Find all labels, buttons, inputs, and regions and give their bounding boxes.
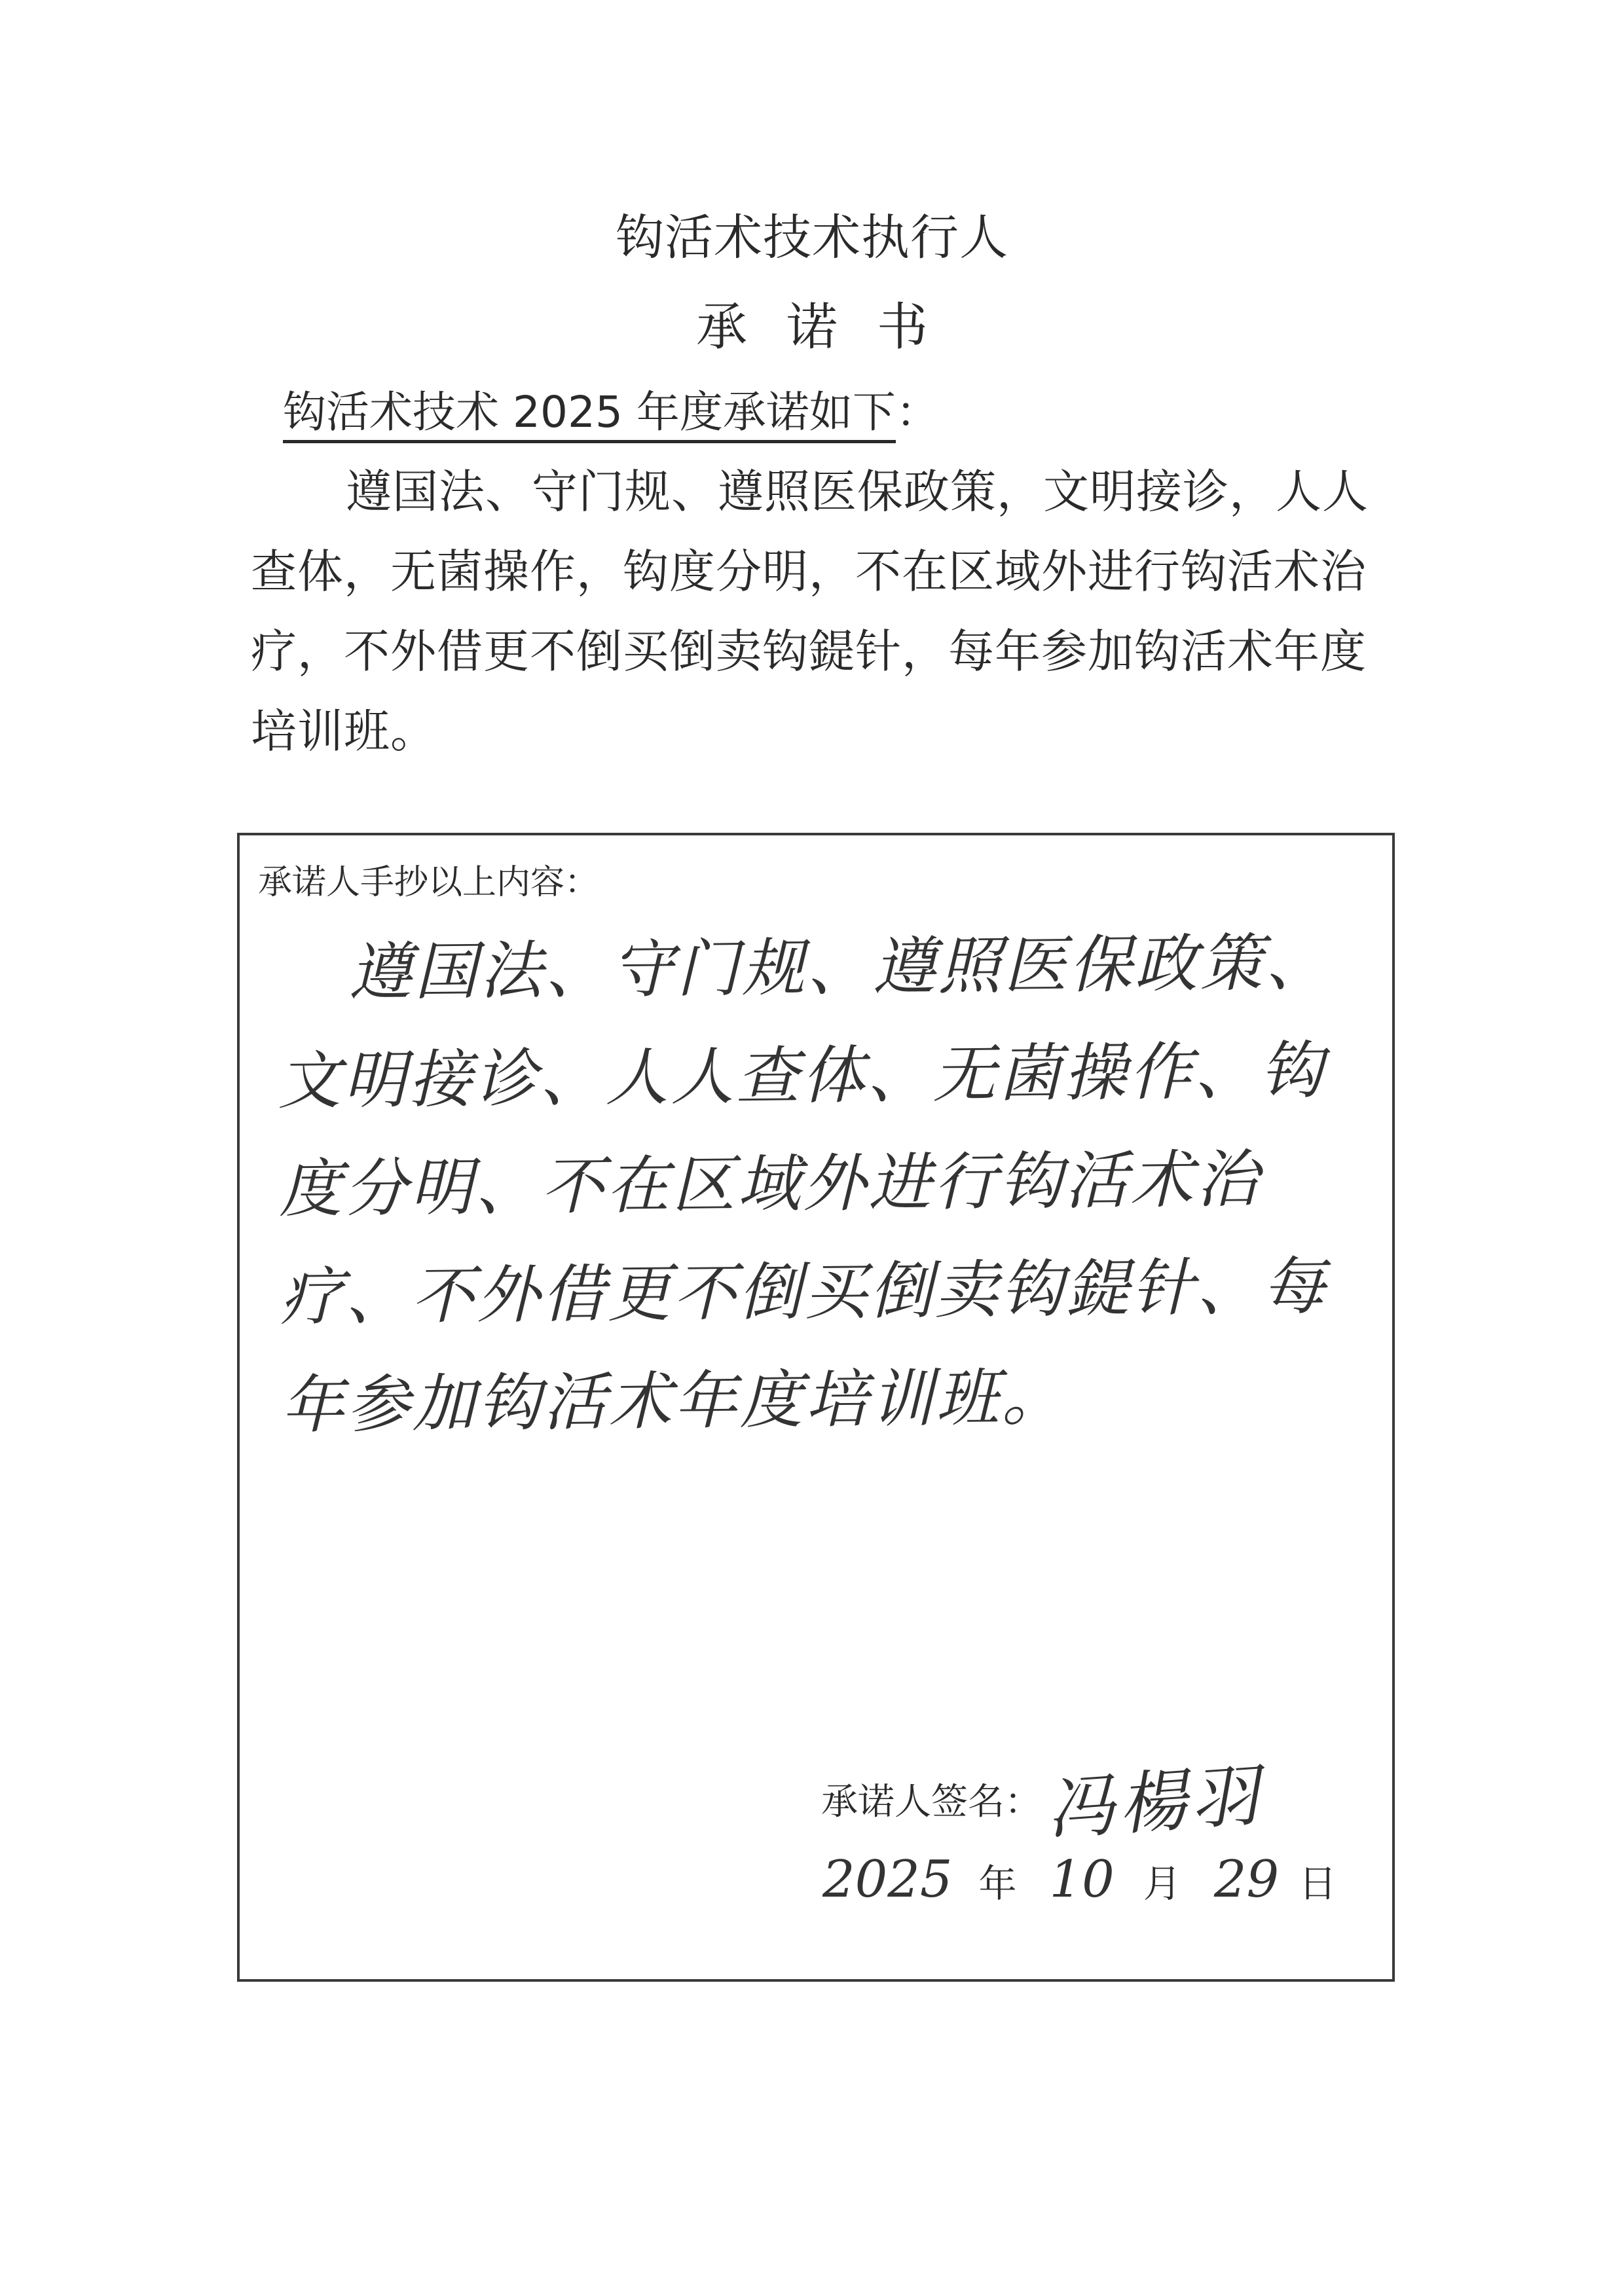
year-label: 年 (978, 1861, 1017, 1906)
date-row (822, 1850, 1337, 1910)
date-month: 10 (1049, 1850, 1115, 1909)
day-label: 日 (1299, 1861, 1337, 1906)
date-day: 29 (1213, 1850, 1280, 1909)
signature: 冯楊羽 (1044, 1755, 1265, 1850)
document-subtitle: 承诺书 (695, 298, 967, 357)
handwritten-copy: 遵国法、守门规、遵照医保政策、文明接诊、人人查体、无菌操作、钩度分明、不在区域外进行钩活术治疗、不外借更不倒买倒卖钩鍉针、每年参加钩活术年度培训班。 (277, 925, 1332, 1442)
signature-row (821, 1755, 1265, 1850)
copy-label: 承诺人手抄以上内容： (258, 863, 599, 902)
month-label: 月 (1143, 1861, 1181, 1906)
document-title: 钩活术技术执行人 (616, 210, 1008, 266)
date-year: 2025 (822, 1850, 953, 1909)
commitment-intro-text: 钩活术技术 2025 年度承诺如下 (283, 387, 896, 443)
commitment-body: 遵国法、守门规、遵照医保政策，文明接诊，人人查体，无菌操作，钩度分明，不在区域外进行钩活术治疗，不外借更不倒买倒卖钩鍉针，每年参加钩活术年度培训班。 (251, 465, 1369, 758)
signature-label: 承诺人签名： (821, 1781, 1041, 1823)
handwritten-copy-box (237, 833, 1395, 1982)
commitment-intro (283, 385, 939, 440)
intro-colon: ： (895, 387, 939, 437)
